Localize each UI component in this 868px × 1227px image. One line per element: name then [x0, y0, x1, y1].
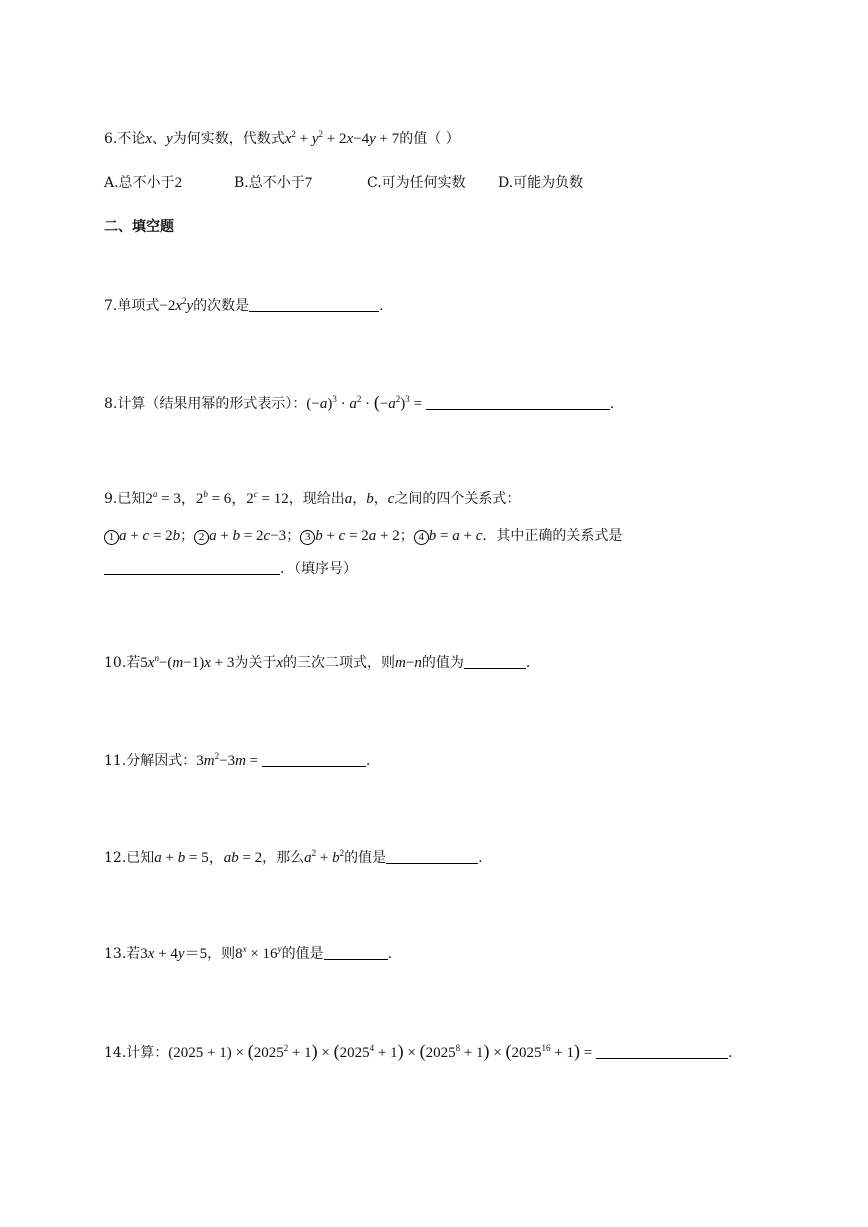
q10-mn: m−n [395, 655, 422, 671]
q13-text1: ，则 [207, 946, 236, 962]
q9-line2-end: ．其中正确的关系式是 [482, 528, 623, 544]
q6-option-a[interactable] [104, 174, 234, 192]
q6-option-a-value: 2 [174, 175, 183, 191]
q13-answer-blank[interactable] [324, 946, 388, 960]
q10-prefix: 10.若 [104, 655, 141, 671]
q9-text1: ，现给出 [288, 491, 345, 507]
q12-end: . [478, 850, 483, 866]
q6-options [104, 174, 583, 192]
q6-option-b-label: B.总不小于 [234, 175, 305, 191]
q9-prefix: 9.已知 [104, 491, 146, 507]
q10-text1: 为关于 [234, 655, 277, 671]
q9-vars: a [344, 491, 353, 507]
q9-relation-2: a + b = 2c−3 [209, 528, 287, 544]
q8-end: . [609, 396, 615, 412]
q11-prefix: 11.分解因式： [104, 753, 197, 769]
q6-prefix: 6.不论 [104, 131, 146, 147]
q7-answer-blank[interactable] [249, 298, 379, 312]
q11-answer-blank[interactable] [262, 753, 366, 767]
q10-text3: 的值为 [421, 655, 464, 671]
q13-condition: 3x + 4y＝5 [140, 946, 208, 962]
q11-expression: $3m^2-3m$ = [196, 751, 262, 769]
q6-option-c[interactable] [367, 174, 498, 192]
q9-conditions: $2^a = 3$，$2^b = 6$，$2^c = 12$ [145, 489, 289, 507]
q10-answer-blank[interactable] [464, 655, 526, 669]
q9-text2: 之间的四个关系式： [394, 491, 521, 507]
q7-prefix: 7.单项式 [104, 298, 160, 314]
q14-answer-blank[interactable] [596, 1045, 728, 1059]
q13-end: . [387, 946, 393, 962]
q10-var-x: x [276, 655, 284, 671]
q6-option-c-label: C.可为任何实数 [367, 175, 466, 191]
q14-end: . [727, 1045, 733, 1061]
q13-text2: 的值是 [281, 946, 324, 962]
q14-expression: $(2025 + 1) \times (2025^2 + 1) \times (2025^4 + 1) \times (2025^8 + 1) \times (2025^{16} + 1)$ = [168, 1041, 596, 1061]
circle-number-4: 4 [414, 530, 429, 545]
q7-end: . [379, 298, 384, 314]
q12-text1: ，那么 [262, 850, 305, 866]
q6-option-b-value: 7 [304, 175, 313, 191]
question-14 [104, 1042, 732, 1062]
q8-answer-blank[interactable] [426, 396, 610, 410]
circle-number-3: 3 [300, 530, 315, 545]
question-7 [104, 297, 384, 315]
q10-text2: 的三次二项式，则 [283, 655, 396, 671]
q7-expression: $-2x^2y$ [159, 296, 194, 314]
q14-prefix: 14.计算： [104, 1045, 169, 1061]
q6-text2: 的值（ ） [399, 131, 460, 147]
question-10 [104, 654, 530, 672]
q6-option-d[interactable] [498, 174, 583, 192]
q13-expression: $8^x \times 16^y$ [235, 944, 282, 962]
q6-var-y: y [166, 131, 173, 147]
q12-answer-blank[interactable] [386, 850, 478, 864]
q9-relations: 1 a + c = 2b； 2 a + b = 2c−3； 3 b + c = 2a + 2； 4 b = a + c．其中正确的关系式是 [104, 527, 622, 545]
q6-option-a-label: A.总不小于 [104, 175, 175, 191]
section-title: 二、填空题 [104, 219, 174, 235]
q6-sep: 、 [152, 131, 167, 147]
q12-prefix: 12.已知 [104, 850, 155, 866]
q9-answer-line [104, 560, 357, 578]
question-13 [104, 945, 392, 963]
q13-prefix: 13.若 [104, 946, 141, 962]
q11-end: . [365, 753, 371, 769]
question-8 [104, 393, 614, 413]
q9-relation-3: b + c = 2a + 2 [315, 528, 400, 544]
q6-option-b[interactable] [234, 174, 367, 192]
question-9: 9.已知$2^a = 3$，$2^b = 6$，$2^c = 12$，现给出a，b，c之间的四个关系式： [104, 489, 521, 507]
circle-number-1: 1 [104, 530, 119, 545]
q12-conditions: a + b = 5，ab = 2 [154, 850, 263, 866]
question-11 [104, 752, 370, 770]
q12-expression: $a^2 + b^2$ [304, 848, 345, 866]
q9-relation-1: a + c = 2b [119, 528, 181, 544]
question-6 [104, 130, 460, 148]
q9-answer-blank[interactable] [104, 561, 280, 575]
question-12 [104, 849, 483, 867]
q7-text: 的次数是 [193, 298, 250, 314]
q6-var-x: x [145, 131, 153, 147]
q12-text2: 的值是 [344, 850, 387, 866]
q6-expression: $x^2 + y^2 + 2x-4y + 7$ [284, 129, 400, 147]
q6-text1: 为何实数，代数式 [172, 131, 285, 147]
q9-line3-end: ．（填序号） [280, 561, 357, 577]
q10-end: . [525, 655, 531, 671]
q10-expression: $5x^n-(m-1)x + 3$ [140, 653, 235, 671]
q6-option-d-label: D.可能为负数 [498, 175, 584, 191]
q9-relation-4: b = a + c [428, 528, 483, 544]
circle-number-2: 2 [194, 530, 209, 545]
q8-expression: $(-a)^3 \cdot a^2 \cdot (-a^2)^3$ = [306, 392, 426, 412]
q8-prefix: 8.计算（结果用幂的形式表示）： [104, 396, 307, 412]
